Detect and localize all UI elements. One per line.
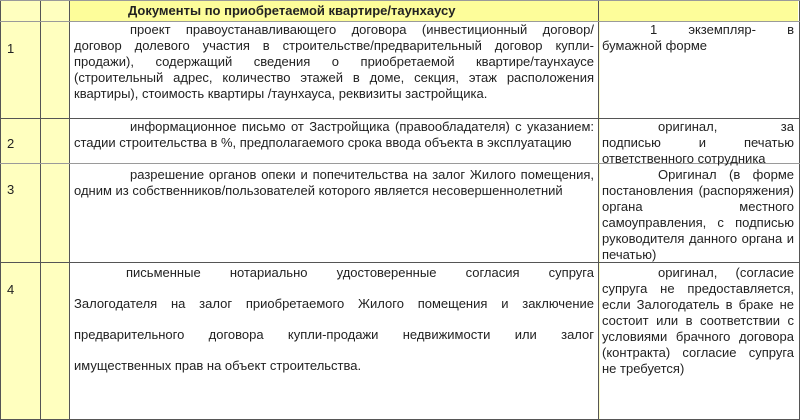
row-number: 2 — [7, 136, 15, 151]
number-column — [0, 0, 40, 420]
table-border — [0, 0, 1, 420]
document-requirement: Оригинал (в форме постановления (распоряжения) органа местного самоуправления, с подписью руководителя данного органа и печатью) — [602, 167, 794, 262]
document-description: информационное письмо от Застройщика (правообладателя) с указанием: стадии строительства в %, предполагаемого срока ввода объекта в эксплуатацию — [74, 119, 594, 150]
row-number: 3 — [7, 182, 15, 197]
row-divider — [0, 0, 800, 1]
row-number: 4 — [7, 282, 15, 297]
document-description: разрешение органов опеки и попечительства на залог Жилого помещения, одним из собственников/пользователей которого является несовершеннолетний — [74, 167, 594, 198]
description-line: предварительного договора купли-продажи недвижимости или залог — [74, 327, 594, 342]
row-number: 1 — [7, 41, 15, 56]
document-description — [74, 264, 594, 388]
description-line: имущественных прав на объект строительства. — [74, 358, 362, 373]
description-line: Залогодателя на залог приобретаемого Жилого помещения и заключение — [74, 296, 594, 311]
document-description: проект правоустанавливающего договора (инвестиционный договор/договор долевого участия в строительстве/предварительный договор купли-продажи), содержащий сведения о приобретаемой квартире/таунхаусе (строительный адрес, количество этажей в доме, секция, этаж расположения квартиры), стоимость квартиры /таунхауса, реквизиты застройщика. — [74, 22, 594, 101]
section-heading: Документы по приобретаемой квартире/таунхаусу — [128, 3, 456, 18]
table-border — [69, 0, 70, 420]
document-requirement: оригинал, за подписью и печатью ответственного сотрудника — [602, 119, 794, 166]
description-line: письменные нотариально удостоверенные согласия супруга — [126, 265, 594, 280]
spacer-column — [41, 0, 68, 420]
document-requirement: оригинал, (согласие супруга не предоставляется, если Залогодатель в браке не состоит или в соответствии с условиями брачного договора (контракта) согласие супруга не требуется) — [602, 265, 794, 376]
table-border — [598, 0, 599, 420]
table-border — [40, 0, 41, 420]
document-requirement: 1 экземпляр- в бумажной форме — [602, 22, 794, 53]
